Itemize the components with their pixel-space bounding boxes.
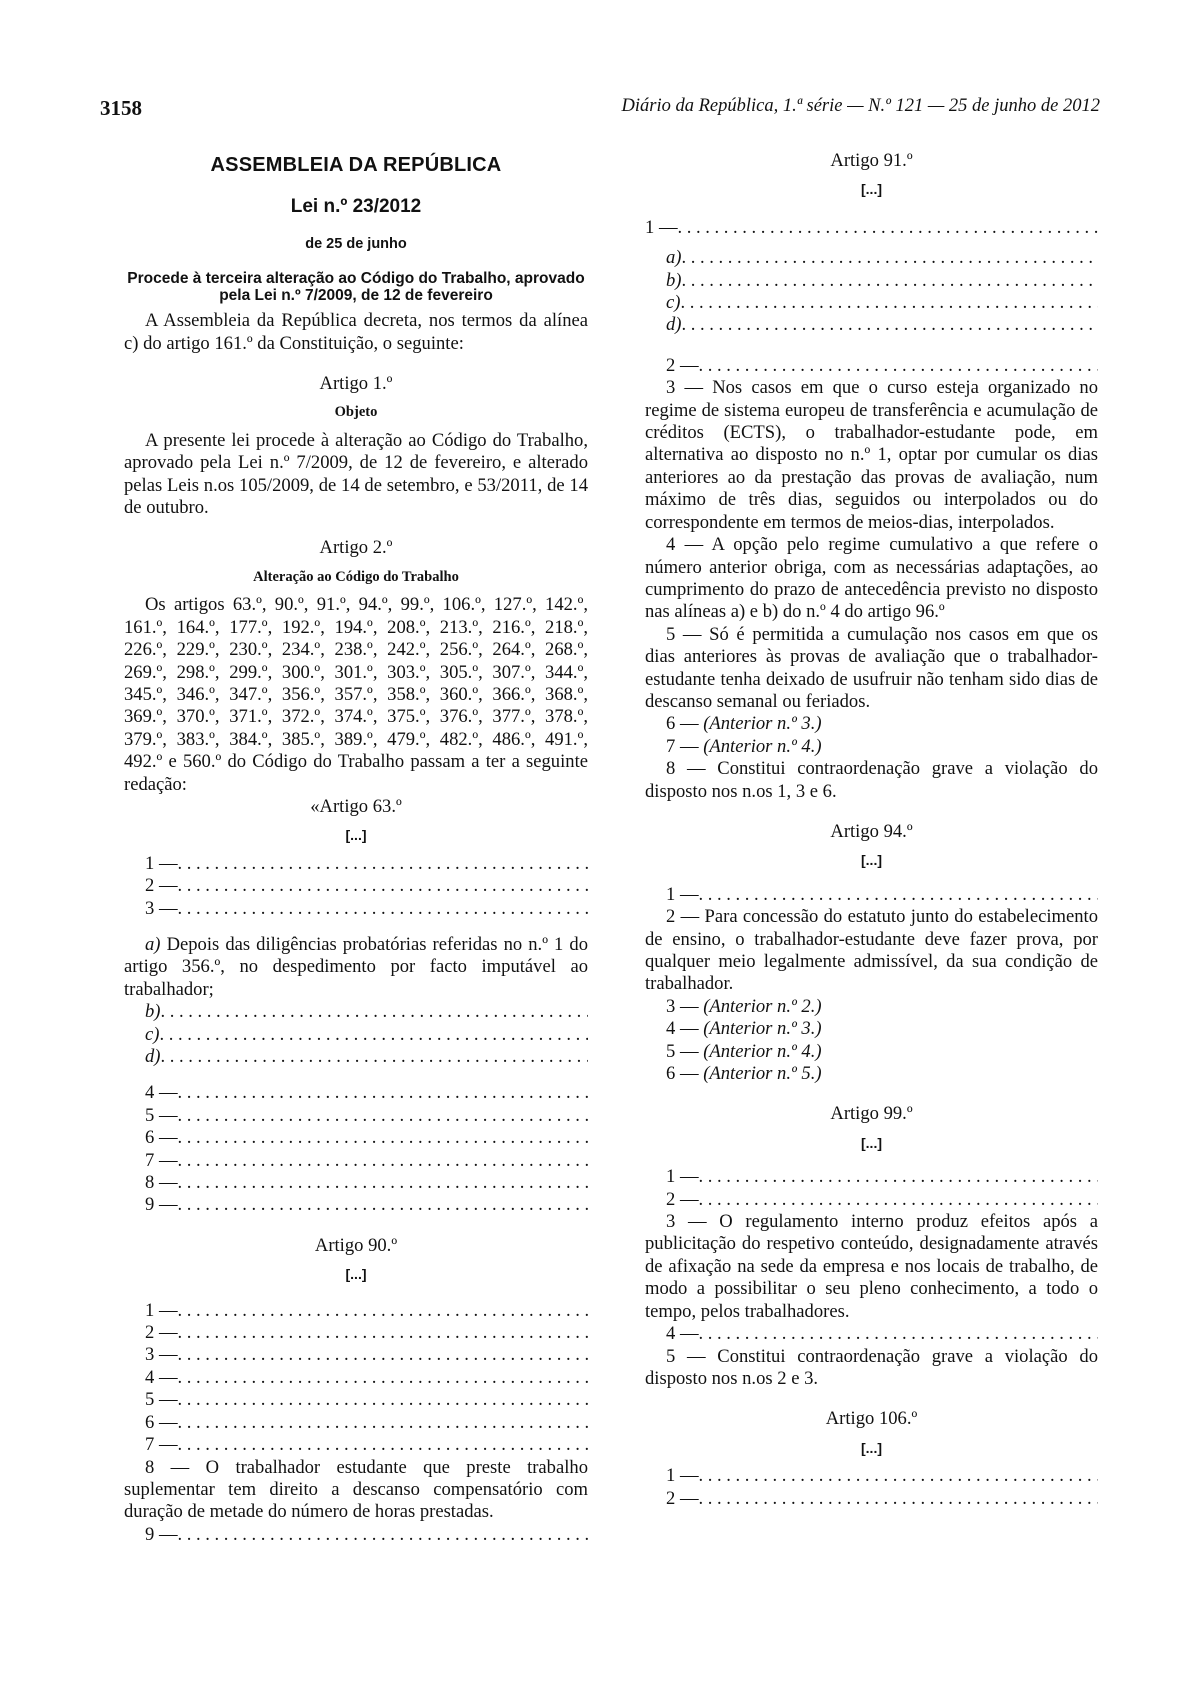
article-title: Artigo 1.º: [319, 373, 393, 395]
item-number: 2 —: [145, 875, 178, 897]
item-text: (Anterior n.º 4.): [703, 1040, 822, 1062]
numbered-paragraph: 5 — Constitui contraordenação grave a violação do disposto nos n.os 2 e 3.: [645, 1345, 1098, 1389]
numbered-item: [124, 1524, 588, 1546]
issuing-body: ASSEMBLEIA DA REPÚBLICA: [210, 154, 502, 176]
item-number: 1 —: [145, 1299, 178, 1321]
article-title: Artigo 99.º: [830, 1103, 913, 1125]
numbered-paragraph: 8 — O trabalhador estudante que preste trabalho suplementar tem direito a descanso compensatório com duração de metade do número de horas prestadas.: [124, 1456, 588, 1523]
item-number: 6 —: [666, 1063, 699, 1085]
numbered-item: [645, 217, 1098, 239]
numbered-paragraph: 8 — Constitui contraordenação grave a violação do disposto nos n.os 1, 3 e 6.: [645, 758, 1098, 802]
item-text: (Anterior n.º 3.): [703, 1018, 822, 1040]
item-number: 6 —: [145, 1127, 178, 1149]
numbered-paragraph: 5 — Só é permitida a cumulação nos casos em que os dias anteriores às provas de avaliação que o trabalhador-estudante tenha deixado de usufruir não tenham sido dias de descanso semanal ou feriados.: [645, 623, 1098, 712]
numbered-item: [124, 1344, 588, 1366]
item-number: 1 —: [645, 216, 678, 238]
item-number: 2 —: [666, 1487, 699, 1509]
alinea-label: b): [145, 1001, 161, 1023]
item-number: 7 —: [666, 735, 699, 757]
article-subtitle: Alteração ao Código do Trabalho: [253, 568, 459, 585]
numbered-item: [645, 1166, 1098, 1188]
item-number: 1 —: [145, 852, 178, 874]
numbered-item: [124, 1412, 588, 1434]
page-header: [100, 96, 1100, 126]
article-subtitle: Objeto: [334, 404, 378, 421]
item-text: (Anterior n.º 4.): [703, 735, 822, 757]
item-number: 3 —: [666, 995, 699, 1017]
article-subtitle: [...]: [861, 852, 882, 869]
alinea-item: [645, 314, 1098, 336]
law-summary: Procede à terceira alteração ao Código do Trabalho, aprovado pela Lei n.º 7/2009, de 12 de fevereiro: [127, 270, 585, 305]
item-number: 9 —: [145, 1523, 178, 1545]
article-title: «Artigo 63.º: [310, 795, 402, 817]
numbered-item: [124, 1322, 588, 1344]
alinea-label: b): [666, 269, 682, 291]
numbered-item: [124, 1105, 588, 1127]
alinea-label: c): [666, 292, 681, 314]
numbered-item: [645, 1465, 1098, 1487]
item-number: 9 —: [145, 1194, 178, 1216]
running-title: Diário da República, 1.ª série — N.º 121 — 25 de junho de 2012: [621, 96, 1100, 116]
article-subtitle: [...]: [345, 827, 367, 844]
intro-paragraph: A Assembleia da República decreta, nos termos da alínea c) do artigo 161.º da Constituição, o seguinte:: [124, 310, 588, 354]
item-text: (Anterior n.º 2.): [703, 995, 822, 1017]
item-number: 2 —: [145, 1322, 178, 1344]
numbered-paragraph: [645, 736, 1098, 758]
right-column: [645, 150, 1098, 1510]
alinea-label: c): [145, 1023, 160, 1045]
item-text: (Anterior n.º 3.): [703, 713, 822, 735]
page-number: 3158: [100, 96, 142, 120]
numbered-paragraph: 3 — Nos casos em que o curso esteja organizado no regime de sistema europeu de transferência e acumulação de créditos (ECTS), o trabalhador-estudante pode, em alternativa ao disposto no n.º 1, optar por cumular os dias anteriores ao da prestação das provas de avaliação, num máximo de três dias, seguidos ou interpolados ou do correspondente em termos de meios-dias, interpolados.: [645, 377, 1098, 533]
numbered-item: [124, 1434, 588, 1456]
numbered-item: [124, 1194, 588, 1216]
item-number: 7 —: [145, 1149, 178, 1171]
item-number: 8 —: [145, 1172, 178, 1194]
numbered-item: [124, 898, 588, 920]
numbered-item: [645, 1488, 1098, 1510]
alinea-item: [124, 1001, 588, 1023]
numbered-item: [124, 853, 588, 875]
article-title: Artigo 91.º: [830, 150, 913, 171]
law-number: Lei n.º 23/2012: [290, 196, 422, 218]
alinea-item: [645, 270, 1098, 292]
item-number: 5 —: [145, 1389, 178, 1411]
item-number: 1 —: [666, 1465, 699, 1487]
alinea-paragraph: [124, 934, 588, 1001]
numbered-paragraph: [645, 1018, 1098, 1040]
item-number: 4 —: [666, 1323, 699, 1345]
numbered-item: [124, 1367, 588, 1389]
left-column: [124, 150, 588, 1546]
item-number: 5 —: [666, 1040, 699, 1062]
article-title: Artigo 2.º: [319, 537, 393, 559]
item-number: 1 —: [666, 1166, 699, 1188]
numbered-item: [645, 1323, 1098, 1345]
numbered-paragraph: 3 — O regulamento interno produz efeitos após a publicitação do respetivo conteúdo, designadamente através de afixação na sede da empresa e nos locais de trabalho, de modo a possibilitar o seu pleno conhecimento, a todo o tempo, pelos trabalhadores.: [645, 1211, 1098, 1322]
numbered-item: [124, 1127, 588, 1149]
numbered-paragraph: 4 — A opção pelo regime cumulativo a que refere o número anterior obriga, com as necessárias adaptações, ao cumprimento do prazo de antecedência previsto no disposto nas alíneas a) e b) do n.º 4 do artigo 96.º: [645, 534, 1098, 623]
numbered-item: [124, 1082, 588, 1104]
article-paragraph: Os artigos 63.º, 90.º, 91.º, 94.º, 99.º, 106.º, 127.º, 142.º, 161.º, 164.º, 177.º, 192.º, 194.º, 208.º, 213.º, 216.º, 218.º, 226.º, 229.º, 230.º, 234.º, 238.º, 242.º, 256.º, 264.º, 268.º, 269.º, 298.º, 299.º, 300.º, 301.º, 303.º, 305.º, 307.º, 344.º, 345.º, 346.º, 347.º, 356.º, 357.º, 358.º, 360.º, 366.º, 368.º, 369.º, 370.º, 371.º, 372.º, 374.º, 375.º, 376.º, 377.º, 378.º, 379.º, 383.º, 384.º, 385.º, 389.º, 479.º, 482.º, 486.º, 491.º, 492.º e 560.º do Código do Trabalho passam a ter a seguinte redação:: [124, 594, 588, 795]
article-subtitle: [...]: [861, 181, 882, 198]
item-number: 1 —: [666, 883, 699, 905]
item-number: 6 —: [666, 713, 699, 735]
item-text: (Anterior n.º 5.): [703, 1063, 822, 1085]
alinea-item: [645, 247, 1098, 269]
item-number: 3 —: [145, 897, 178, 919]
article-subtitle: [...]: [861, 1439, 882, 1456]
article-title: Artigo 94.º: [830, 820, 913, 842]
law-date: de 25 de junho: [305, 235, 407, 252]
numbered-item: [124, 1150, 588, 1172]
item-number: 4 —: [145, 1366, 178, 1388]
item-number: 4 —: [666, 1018, 699, 1040]
article-subtitle: [...]: [345, 1266, 367, 1283]
numbered-paragraph: [645, 713, 1098, 735]
alinea-item: [124, 1024, 588, 1046]
item-number: 6 —: [145, 1411, 178, 1433]
numbered-item: [124, 1300, 588, 1322]
numbered-item: [645, 1189, 1098, 1211]
article-title: Artigo 90.º: [314, 1234, 398, 1256]
item-number: 2 —: [666, 354, 699, 376]
numbered-paragraph: [645, 1063, 1098, 1085]
numbered-item: [124, 1172, 588, 1194]
item-number: 7 —: [145, 1434, 178, 1456]
numbered-paragraph: 2 — Para concessão do estatuto junto do estabelecimento de ensino, o trabalhador-estudante deve fazer prova, por qualquer meio legalmente admissível, da sua condição de trabalhador.: [645, 906, 1098, 995]
item-number: 2 —: [666, 1188, 699, 1210]
alinea-item: [645, 292, 1098, 314]
alinea-label: a): [145, 933, 161, 955]
numbered-item: [124, 875, 588, 897]
article-title: Artigo 106.º: [825, 1408, 918, 1430]
article-paragraph: A presente lei procede à alteração ao Código do Trabalho, aprovado pela Lei n.º 7/2009, de 12 de fevereiro, e alterado pelas Leis n.os 105/2009, de 14 de setembro, e 53/2011, de 14 de outubro.: [124, 429, 588, 519]
alinea-label: d): [666, 314, 682, 336]
alinea-label: d): [145, 1046, 161, 1067]
numbered-item: [645, 355, 1098, 377]
item-number: 5 —: [145, 1104, 178, 1126]
numbered-item: [645, 884, 1098, 906]
item-number: 4 —: [145, 1082, 178, 1104]
alinea-text: Depois das diligências probatórias referidas no n.º 1 do artigo 356.º, no despedimento por facto imputável ao trabalhador;: [124, 933, 588, 1000]
numbered-paragraph: [645, 1041, 1098, 1063]
item-number: 3 —: [145, 1344, 178, 1366]
numbered-item: [124, 1389, 588, 1411]
alinea-item: [124, 1046, 588, 1068]
numbered-paragraph: [645, 996, 1098, 1018]
alinea-label: a): [666, 247, 682, 269]
article-subtitle: [...]: [861, 1134, 882, 1151]
